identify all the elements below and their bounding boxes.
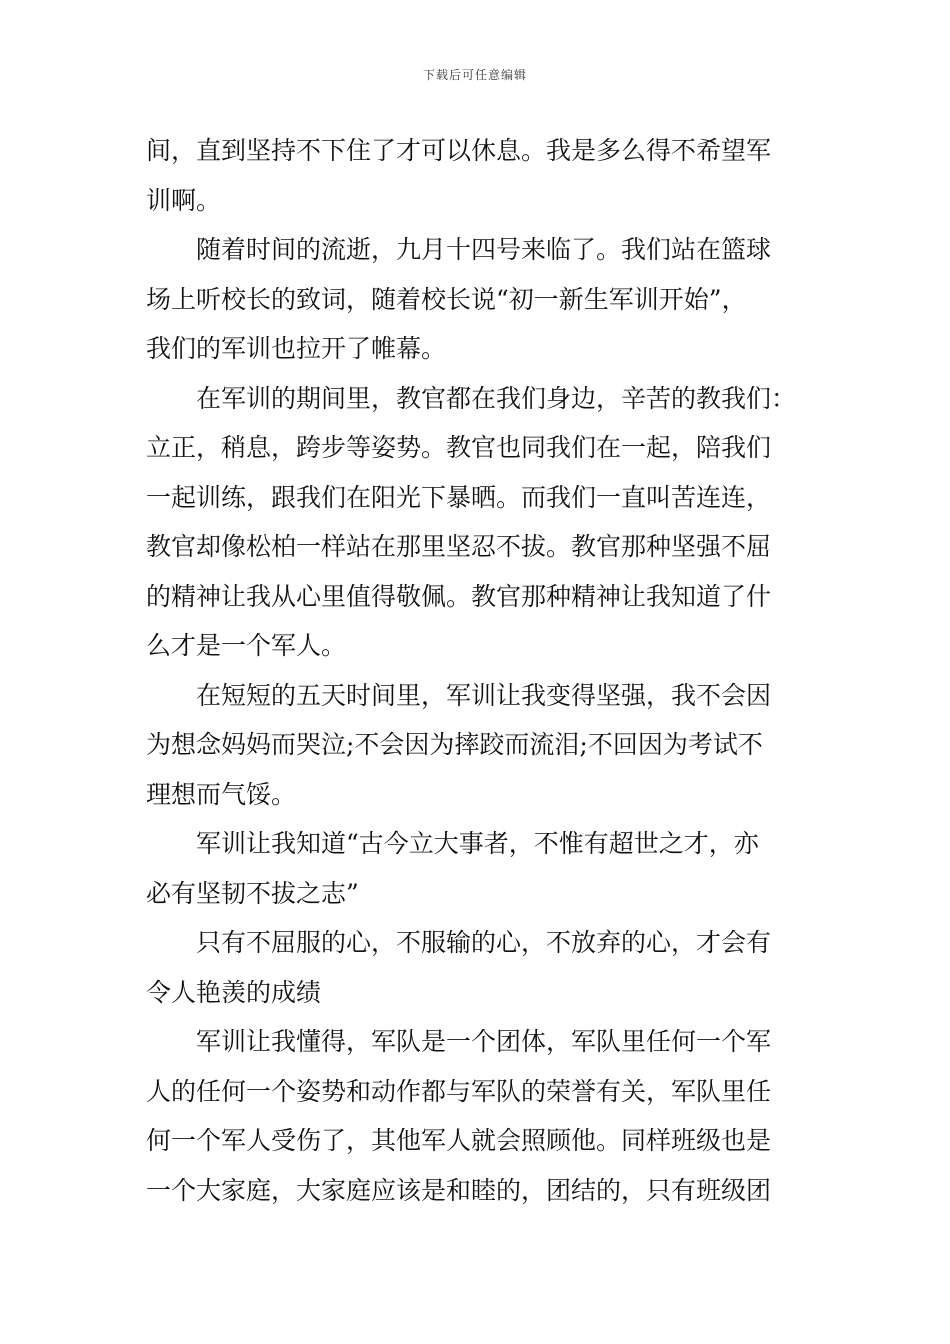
paragraph [146, 1017, 810, 1215]
text-line: 必有坚韧不拔之志” [146, 878, 359, 908]
text-line: 间，直到坚持不下住了才可以休息。我是多么得不希望军 [146, 136, 772, 165]
text-line: 军训让我知道“古今立大事者，不惟有超世之才，亦 [196, 829, 759, 858]
paragraph [146, 918, 810, 1017]
paragraph [146, 671, 810, 820]
text-line: 只有不屈服的心，不服输的心，不放弃的心，才会有 [196, 928, 772, 957]
paragraph [146, 374, 810, 671]
text-line: 训啊。 [146, 185, 222, 215]
text-line: 一起训练，跟我们在阳光下暴晒。而我们一直叫苦连连， [146, 482, 772, 512]
document-body [146, 126, 810, 1215]
text-line: 场上听校长的致词，随着校长说“初一新生军训开始”， [146, 284, 747, 314]
text-line: 立正，稍息，跨步等姿势。教官也同我们在一起，陪我们 [146, 433, 772, 462]
paragraph [146, 225, 810, 374]
text-line: 么才是一个军人。 [146, 631, 347, 660]
text-line: 为想念妈妈而哭泣;不会因为摔跤而流泪;不回因为考试不 [146, 730, 763, 759]
text-line: 一个大家庭，大家庭应该是和睦的，团结的，只有班级团 [146, 1175, 772, 1205]
text-line: 教官却像松柏一样站在那里坚忍不拔。教官那种坚强不屈 [146, 532, 772, 561]
page-header: 下载后可任意编辑 [422, 68, 527, 82]
text-line: 理想而气馁。 [146, 779, 297, 809]
text-line: 何一个军人受伤了，其他军人就会照顾他。同样班级也是 [146, 1126, 772, 1155]
text-line: 在短短的五天时间里，军训让我变得坚强，我不会因 [196, 680, 772, 710]
text-line: 我们的军训也拉开了帷幕。 [146, 334, 447, 363]
paragraph [146, 819, 810, 918]
text-line: 人的任何一个姿势和动作都与军队的荣誉有关，军队里任 [146, 1076, 772, 1106]
paragraph [146, 126, 810, 225]
text-line: 令人艳羡的成绩 [146, 977, 322, 1007]
text-line: 军训让我懂得，军队是一个团体，军队里任何一个军 [196, 1027, 772, 1056]
text-line: 随着时间的流逝，九月十四号来临了。我们站在篮球 [196, 235, 772, 264]
text-line: 在军训的期间里，教官都在我们身边，辛苦的教我们： [196, 383, 797, 413]
text-line: 的精神让我从心里值得敬佩。教官那种精神让我知道了什 [146, 581, 772, 611]
